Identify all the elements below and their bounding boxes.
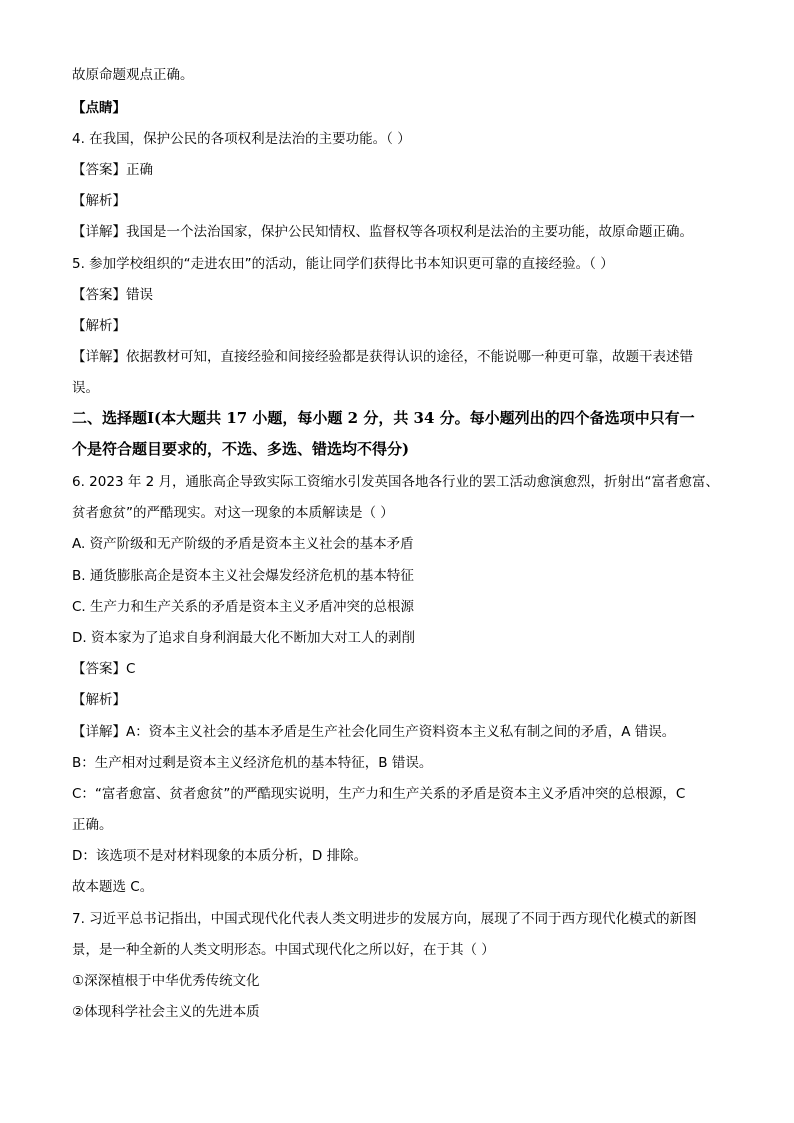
statement-1: ①深深植根于中华优秀传统文化	[72, 973, 260, 989]
text-line: 故原命题观点正确。	[72, 67, 194, 83]
explanation-text: 【详解】A：资本主义社会的基本矛盾是生产社会化同生产资料资本主义私有制之间的矛盾，A 错误。	[72, 724, 676, 740]
question-6: 6. 2023 年 2 月，通胀高企导致实际工资缩水引发英国各地各行业的罢工活动愈演愈烈，折射出“富者愈富、	[72, 474, 719, 490]
explanation-text: 【详解】依据教材可知，直接经验和间接经验都是获得认识的途径，不能说哪一种更可靠，故题干表述错	[72, 349, 693, 365]
explanation-text: 误。	[72, 380, 99, 396]
option-c: C. 生产力和生产关系的矛盾是资本主义矛盾冲突的总根源	[72, 599, 415, 615]
section-heading: 个是符合题目要求的，不选、多选、错选均不得分)	[72, 440, 410, 458]
explanation-text: B：生产相对过剩是资本主义经济危机的基本特征，B 错误。	[72, 755, 433, 771]
answer-label: 【答案】错误	[72, 287, 153, 303]
explanation-text: C：“富者愈富、贫者愈贫”的严酷现实说明，生产力和生产关系的矛盾是资本主义矛盾冲突的总根源，C	[72, 786, 686, 802]
option-d: D. 资本家为了追求自身利润最大化不断加大对工人的剥削	[72, 630, 415, 646]
question-4: 4. 在我国，保护公民的各项权利是法治的主要功能。（ ）	[72, 131, 411, 147]
option-b: B. 通货膨胀高企是资本主义社会爆发经济危机的基本特征	[72, 568, 414, 584]
analysis-label: 【解析】	[72, 692, 126, 708]
question-7: 7. 习近平总书记指出，中国式现代化代表人类文明进步的发展方向，展现了不同于西方现代化模式的新图	[72, 911, 697, 927]
option-a: A. 资产阶级和无产阶级的矛盾是资本主义社会的基本矛盾	[72, 536, 414, 552]
comment-heading: 【点睛】	[72, 100, 126, 116]
explanation-text: 正确。	[72, 817, 113, 833]
explanation-text: 【详解】我国是一个法治国家，保护公民知情权、监督权等各项权利是法治的主要功能，故原命题正确。	[72, 224, 693, 240]
statement-2: ②体现科学社会主义的先进本质	[72, 1004, 260, 1020]
question-7: 景，是一种全新的人类文明形态。中国式现代化之所以好，在于其（ ）	[72, 942, 495, 958]
explanation-text: D：该选项不是对材料现象的本质分析，D 排除。	[72, 848, 368, 864]
section-heading: 二、选择题Ⅰ(本大题共 17 小题，每小题 2 分，共 34 分。每小题列出的四个备选项中只有一	[72, 409, 695, 427]
analysis-label: 【解析】	[72, 318, 126, 334]
question-6: 贫者愈贫”的严酷现实。对这一现象的本质解读是（ ）	[72, 505, 394, 521]
analysis-label: 【解析】	[72, 193, 126, 209]
answer-label: 【答案】C	[72, 661, 136, 677]
explanation-text: 故本题选 C。	[72, 879, 154, 895]
answer-label: 【答案】正确	[72, 162, 153, 178]
question-5: 5. 参加学校组织的“走进农田”的活动，能让同学们获得比书本知识更可靠的直接经验。（ ）	[72, 256, 614, 272]
